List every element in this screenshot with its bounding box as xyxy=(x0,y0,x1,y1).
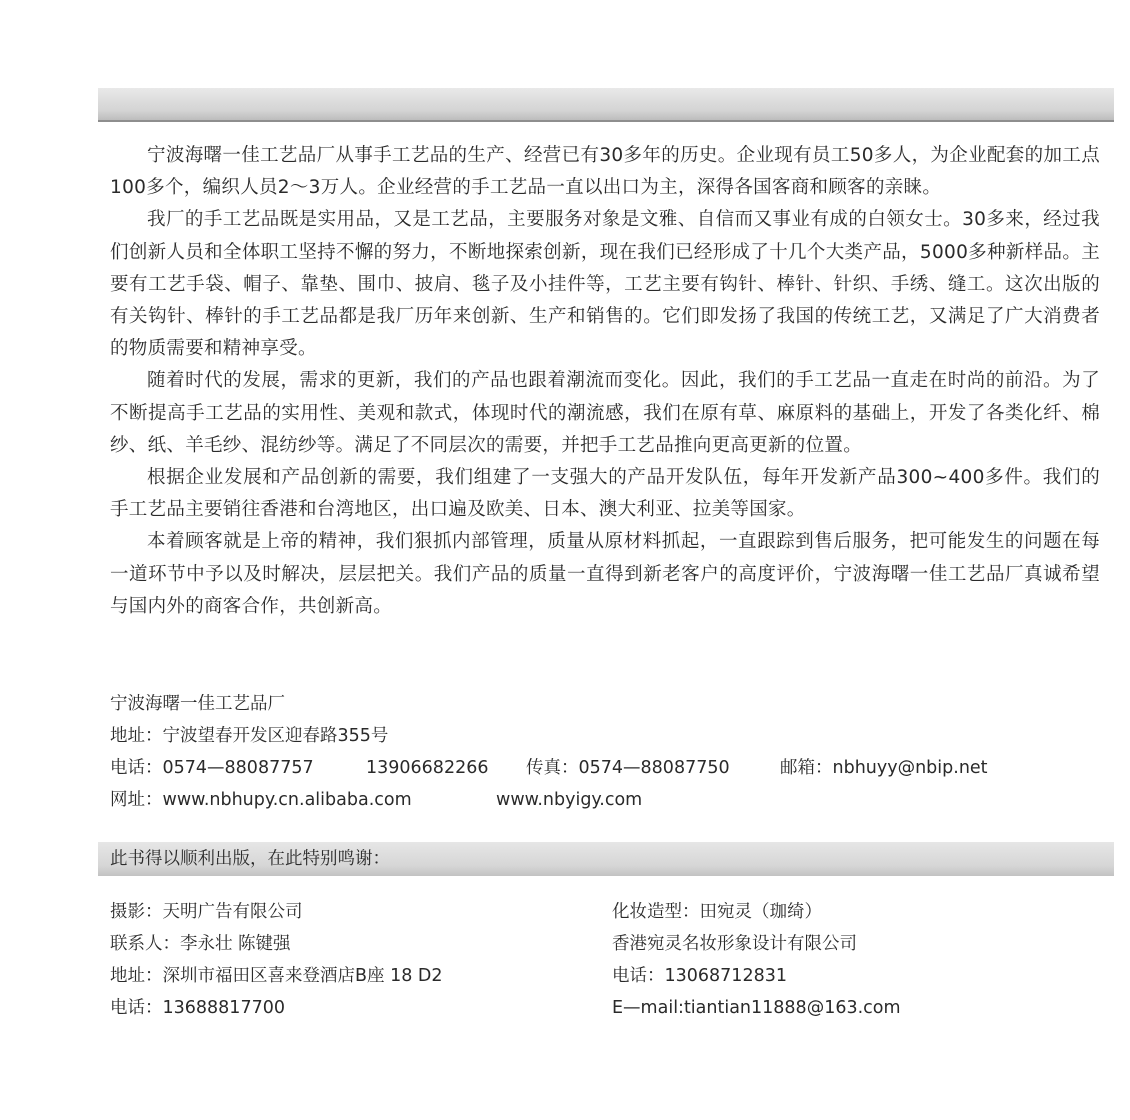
credit-line: 地址：深圳市福田区喜来登酒店B座 18 D2 xyxy=(110,966,443,986)
company-fax: 传真：0574—88087750 xyxy=(526,758,730,778)
intro-paragraph: 我厂的手工艺品既是实用品，又是工艺品，主要服务对象是文雅、自信而又事业有成的白领女士。30多来，经过我们创新人员和全体职工坚持不懈的努力，不断地探索创新，现在我们已经形成了十几个大类产品，5000多种新样品。主要有工艺手袋、帽子、靠垫、围巾、披肩、毯子及小挂件等，工艺主要有钩针、棒针、针织、手绣、缝工。这次出版的有关钩针、棒针的手工艺品都是我厂历年来创新、生产和销售的。它们即发扬了我国的传统工艺，又满足了广大消费者的物质需要和精神享受。 xyxy=(110,209,1100,360)
credits-makeup xyxy=(612,896,1092,1024)
company-website-alt: www.nbyigy.com xyxy=(496,790,643,810)
contact-row xyxy=(110,720,1110,752)
intro-paragraph: 根据企业发展和产品创新的需要，我们组建了一支强大的产品开发队伍，每年开发新产品300~400多件。我们的手工艺品主要销往香港和台湾地区，出口遍及欧美、日本、澳大利亚、拉美等国家。 xyxy=(110,467,1100,521)
contact-row xyxy=(110,688,1110,720)
contact-row xyxy=(110,752,1110,784)
acknowledgement-band xyxy=(98,842,1114,876)
credit-line: 电话：13068712831 xyxy=(612,966,787,986)
credit-line: 香港宛灵名妆形象设计有限公司 xyxy=(612,934,857,954)
company-name: 宁波海曙一佳工艺品厂 xyxy=(110,694,285,714)
intro-text xyxy=(110,140,1100,623)
company-contact xyxy=(110,688,1110,816)
credits-photography xyxy=(110,896,570,1024)
credit-line: E—mail:tiantian11888@163.com xyxy=(612,998,901,1018)
header-band xyxy=(98,88,1114,122)
intro-paragraph: 本着顾客就是上帝的精神，我们狠抓内部管理，质量从原材料抓起，一直跟踪到售后服务，把可能发生的问题在每一道环节中予以及时解决，层层把关。我们产品的质量一直得到新老客户的高度评价，宁波海曙一佳工艺品厂真诚希望与国内外的商客合作，共创新高。 xyxy=(110,531,1100,617)
company-website: 网址：www.nbhupy.cn.alibaba.com xyxy=(110,790,412,810)
credit-line: 摄影：天明广告有限公司 xyxy=(110,902,303,922)
company-mobile: 13906682266 xyxy=(366,758,489,778)
company-phone: 电话：0574—88087757 xyxy=(110,758,314,778)
company-email: 邮箱：nbhuyy@nbip.net xyxy=(780,758,988,778)
intro-paragraph: 随着时代的发展，需求的更新，我们的产品也跟着潮流而变化。因此，我们的手工艺品一直走在时尚的前沿。为了不断提高手工艺品的实用性、美观和款式，体现时代的潮流感，我们在原有草、麻原料的基础上，开发了各类化纤、棉纱、纸、羊毛纱、混纺纱等。满足了不同层次的需要，并把手工艺品推向更高更新的位置。 xyxy=(110,370,1100,456)
credit-line: 联系人：李永壮 陈键强 xyxy=(110,934,291,954)
acknowledgement-title: 此书得以顺利出版，在此特别鸣谢： xyxy=(110,849,390,869)
credit-line: 化妆造型：田宛灵（珈绮） xyxy=(612,902,822,922)
intro-paragraph: 宁波海曙一佳工艺品厂从事手工艺品的生产、经营已有30多年的历史。企业现有员工50多人，为企业配套的加工点100多个，编织人员2～3万人。企业经营的手工艺品一直以出口为主，深得各国客商和顾客的亲睐。 xyxy=(110,145,1100,199)
credit-line: 电话：13688817700 xyxy=(110,998,285,1018)
contact-row xyxy=(110,784,1110,816)
company-address: 地址：宁波望春开发区迎春路355号 xyxy=(110,726,389,746)
